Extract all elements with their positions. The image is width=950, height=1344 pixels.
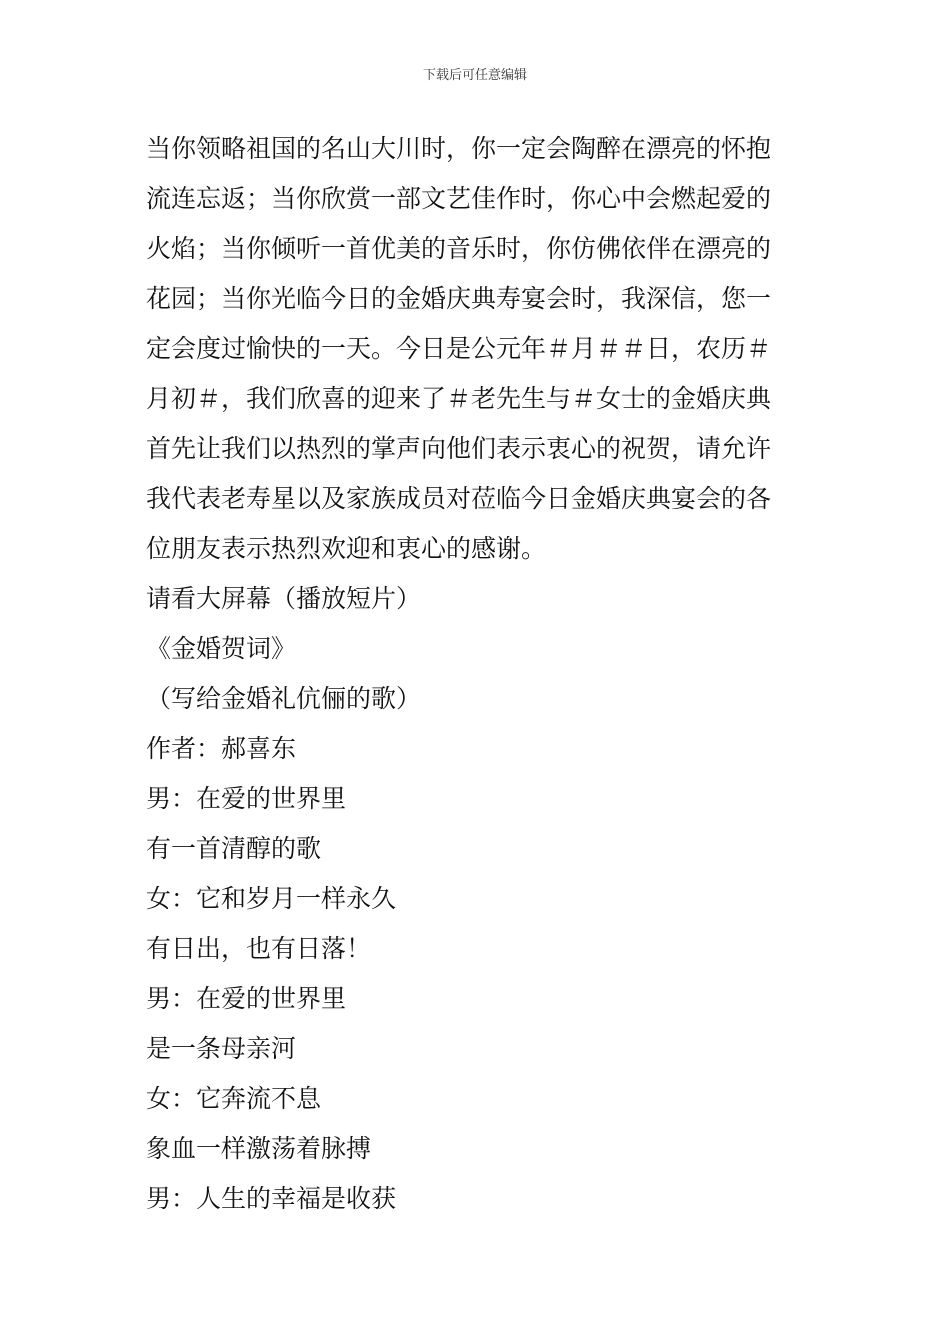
paragraph-line: 火焰；当你倾听一首优美的音乐时，你仿佛依伴在漂亮的 <box>146 234 772 263</box>
paragraph-line: 定会度过愉快的一天。今日是公元年＃月＃＃日，农历＃ <box>146 334 772 363</box>
document-body <box>146 124 808 1224</box>
poem-line: 象血一样激荡着脉搏 <box>146 1134 372 1163</box>
poem-line: 男：在爱的世界里 <box>146 784 347 813</box>
poem-line: 有一首清醇的歌 <box>146 834 322 863</box>
poem-line: 女：它奔流不息 <box>146 1084 322 1113</box>
paragraph-line: 位朋友表示热烈欢迎和衷心的感谢。 <box>146 534 547 563</box>
paragraph-line: 我代表老寿星以及家族成员对莅临今日金婚庆典宴会的各 <box>146 484 772 513</box>
poem-line: 男：人生的幸福是收获 <box>146 1184 397 1213</box>
poem-line: 是一条母亲河 <box>146 1034 297 1063</box>
poem-line: 女：它和岁月一样永久 <box>146 884 397 913</box>
paragraph-line: 流连忘返；当你欣赏一部文艺佳作时，你心中会燃起爱的 <box>146 184 772 213</box>
paragraph-line: 首先让我们以热烈的掌声向他们表示衷心的祝贺，请允许 <box>146 434 772 463</box>
text-line: 请看大屏幕（播放短片） <box>146 584 422 613</box>
paragraph-line: 月初＃，我们欣喜的迎来了＃老先生与＃女士的金婚庆典 <box>146 384 772 413</box>
poem-line: 男：在爱的世界里 <box>146 984 347 1013</box>
paragraph-line: 花园；当你光临今日的金婚庆典寿宴会时，我深信，您一 <box>146 284 772 313</box>
poem-author: 作者：郝喜东 <box>146 734 297 763</box>
page-header: 下载后可任意编辑 <box>422 68 527 83</box>
poem-subtitle: （写给金婚礼伉俪的歌） <box>146 684 422 713</box>
paragraph-line: 当你领略祖国的名山大川时，你一定会陶醉在漂亮的怀抱 <box>146 134 772 163</box>
poem-line: 有日出，也有日落！ <box>146 934 372 963</box>
poem-title: 《金婚贺词》 <box>146 634 297 663</box>
